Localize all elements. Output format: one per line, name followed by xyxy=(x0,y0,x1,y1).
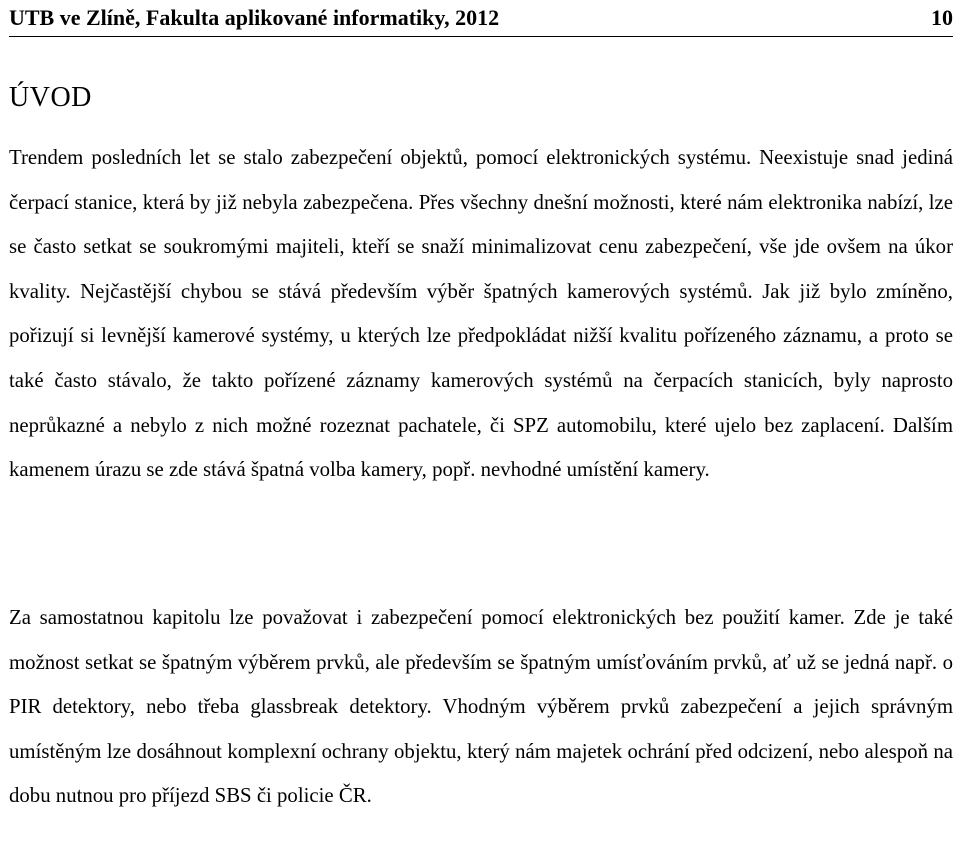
chapter-heading: ÚVOD xyxy=(9,82,92,113)
header-divider xyxy=(9,36,953,37)
header-title: UTB ve Zlíně, Fakulta aplikované informatiky, 2012 xyxy=(9,5,500,30)
document-page xyxy=(9,0,953,857)
page-number: 10 xyxy=(931,5,953,30)
body-paragraph-2: Za samostatnou kapitolu lze považovat i zabezpečení pomocí elektronických bez použití kamer. Zde je také možnost setkat se špatným výběrem prvků, ale především se špatným umísťováním prvků, ať už se jedná např. o PIR detektory, nebo třeba glassbreak detektory. Vhodným výběrem prvků zabezpečení a jejich správným umístěným lze dosáhnout komplexní ochrany objektu, který nám majetek ochrání před odcizení, nebo alespoň na dobu nutnou pro příjezd SBS či policie ČR. xyxy=(9,606,953,808)
body-paragraph-1: Trendem posledních let se stalo zabezpečení objektů, pomocí elektronických systému. Neexistuje snad jediná čerpací stanice, která by již nebyla zabezpečena. Přes všechny dnešní možnosti, které nám elektronika nabízí, lze se často setkat se soukromými majiteli, kteří se snaží minimalizovat cenu zabezpečení, vše jde ovšem na úkor kvality. Nejčastější chybou se stává především výběr špatných kamerových systémů. Jak již bylo zmíněno, pořizují si levnější kamerové systémy, u kterých lze předpokládat nižší kvalitu pořízeného záznamu, a proto se také často stávalo, že takto pořízené záznamy kamerových systémů na čerpacích stanicích, byly naprosto neprůkazné a nebylo z nich možné rozeznat pachatele, či SPZ automobilu, které ujelo bez zaplacení. Dalším kamenem úrazu se zde stává špatná volba kamery, popř. nevhodné umístění kamery. xyxy=(9,146,953,482)
running-header xyxy=(9,3,953,33)
